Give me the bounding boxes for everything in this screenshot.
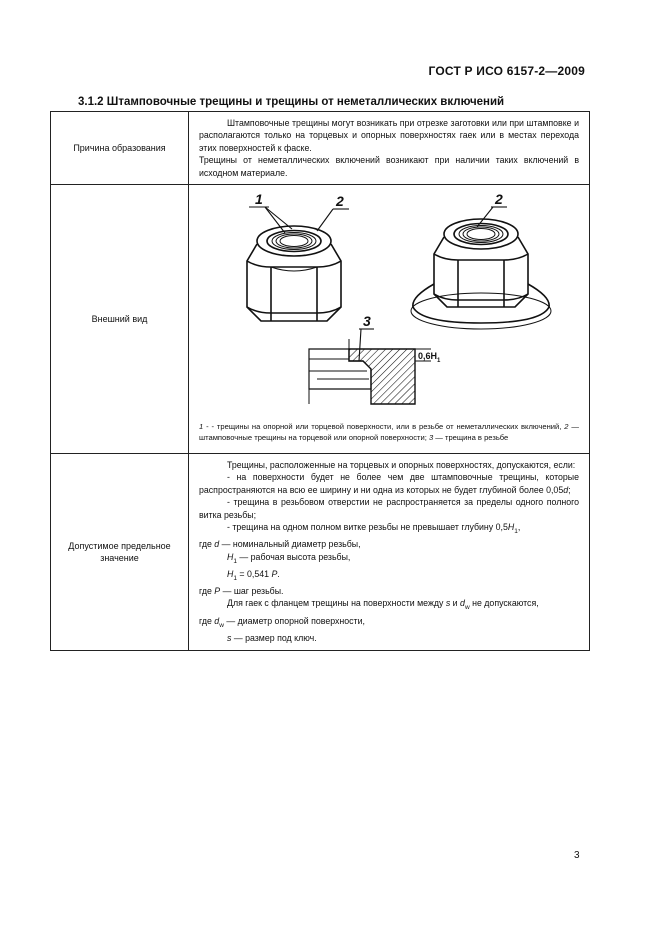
cause-label: Причина образования xyxy=(51,112,189,185)
caption-ref-3: 3 xyxy=(428,433,434,443)
appearance-value xyxy=(189,185,590,454)
limit-paragraph-4: - трещина на одном полном витке резьбы не превышает глубину $0,5H_1$, xyxy=(227,522,521,535)
cause-value xyxy=(189,112,590,185)
caption-ref-2: 2 xyxy=(564,422,569,432)
limit-paragraph-10: где $d_w$ — диаметр опорной поверхности, xyxy=(199,615,365,629)
appearance-label: Внешний вид xyxy=(51,185,189,454)
page-number: 3 xyxy=(574,850,580,861)
cause-paragraph-2: Трещины от неметаллических включений возникают при наличии таких включений в исходном материале. xyxy=(199,155,579,178)
cause-paragraph-1: Штамповочные трещины могут возникать при отрезке заготовки или при штамповке и располагаются только на торцевых и опорных поверхностях гаек или в местах перехода этих поверхностей к фаске. xyxy=(199,118,579,153)
callout-2-right: 2 xyxy=(495,191,503,208)
hex-nut-illustration xyxy=(247,226,341,321)
table-row-appearance xyxy=(51,185,590,454)
callout-2-left: 2 xyxy=(336,193,344,210)
caption-text-1: - - трещины на опорной или торцевой поверхности, или в резьбе от неметаллических включений, xyxy=(203,422,565,432)
defect-table xyxy=(50,111,590,651)
nut-drawings xyxy=(199,189,579,419)
thread-section-illustration xyxy=(309,329,431,404)
limit-paragraph-11: s — размер под ключ. xyxy=(227,632,317,643)
nut-figure xyxy=(199,189,579,447)
limit-paragraph-1: Трещины, расположенные на торцевых и опорных поверхностях, допускаются, если: xyxy=(227,460,576,471)
limit-paragraph-7: $H_1 = 0,541$ P. xyxy=(227,568,280,582)
figure-caption xyxy=(199,421,579,443)
limit-paragraph-2: - на поверхности будет не более чем две штамповочные трещины, которые распространяются на всю ее ширину и ни одна из которых не будет глубиной более 0,05d; xyxy=(199,472,579,495)
dimension-label: $0,6H_1$ xyxy=(418,351,441,365)
callout-1: 1 xyxy=(255,191,263,208)
flange-nut-illustration xyxy=(411,219,551,329)
caption-text-3: — трещина в резьбе xyxy=(433,433,509,443)
limit-paragraph-9: Для гаек с фланцем трещины на поверхности между s и $d_w$ не допускаются, xyxy=(227,598,539,612)
callout-3: 3 xyxy=(363,313,371,330)
caption-ref-1: 1 xyxy=(199,422,204,432)
limit-label: Допустимое предельное значение xyxy=(51,454,189,651)
document-code: ГОСТ Р ИСО 6157-2—2009 xyxy=(428,64,585,78)
limit-paragraph-5: где d — номинальный диаметр резьбы, xyxy=(199,539,361,550)
table-row-cause xyxy=(51,112,590,185)
limit-paragraph-3: - трещина в резьбовом отверстии не распространяется за пределы одного полного витка резьбы; xyxy=(199,497,579,520)
caption-text-2: — штамповочные трещины на торцевой или опорной поверхности; xyxy=(199,422,579,443)
section-title: 3.1.2 Штамповочные трещины и трещины от неметаллических включений xyxy=(78,96,505,108)
table-row-limit xyxy=(51,454,590,651)
limit-paragraph-8: где P — шаг резьбы. xyxy=(199,585,284,596)
limit-value xyxy=(189,454,590,651)
limit-paragraph-6: $H_1$ — рабочая высота резьбы, xyxy=(227,551,351,565)
